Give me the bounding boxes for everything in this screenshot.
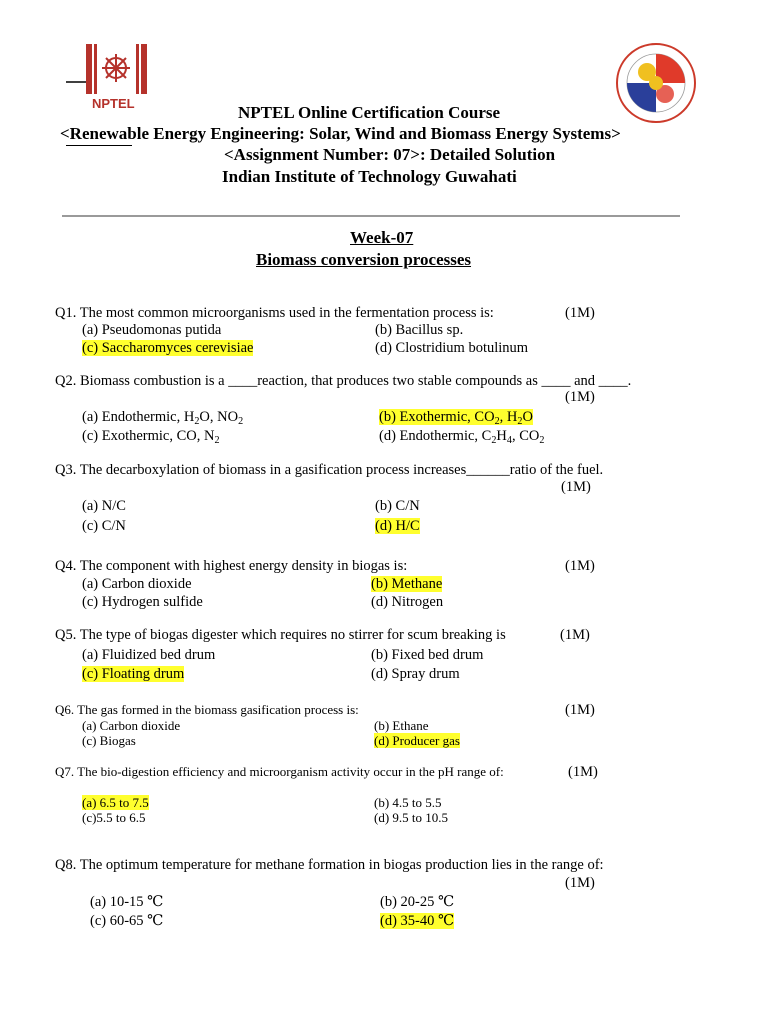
q3-option-c: (c) C/N (82, 518, 126, 534)
q2-option-b-correct: (b) Exothermic, $CO_2$, $H_2O$ (379, 409, 533, 427)
q7-option-b: (b) 4.5 to 5.5 (374, 795, 442, 810)
q2-option-d: (d) Endothermic, $C_2H_4$, $CO_2$ (379, 428, 545, 446)
question-1-marks: (1M) (565, 305, 595, 321)
assignment-number: <Assignment Number: 07>: Detailed Solution (224, 145, 556, 164)
q4-option-c: (c) Hydrogen sulfide (82, 594, 203, 610)
question-7-stem: Q7. The bio-digestion efficiency and microorganism activity occur in the pH range of: (55, 764, 504, 779)
course-subtitle: <Renewable Energy Engineering: Solar, Wind and Biomass Energy Systems> (60, 124, 621, 143)
question-5-stem: Q5. The type of biogas digester which requires no stirrer for scum breaking is (55, 627, 506, 643)
nptel-logo-text: NPTEL (92, 96, 135, 111)
q6-option-d-correct: (d) Producer gas (374, 733, 460, 748)
q8-option-b: (b) 20-25 ℃ (380, 894, 455, 910)
q4-option-d: (d) Nitrogen (371, 594, 444, 610)
q1-option-c-correct: (c) Saccharomyces cerevisiae (82, 340, 254, 356)
q4-option-a: (a) Carbon dioxide (82, 576, 192, 592)
question-7-marks: (1M) (568, 764, 598, 780)
question-2-marks: (1M) (565, 389, 595, 405)
q6-option-b: (b) Ethane (374, 718, 429, 733)
header-short-rule (66, 145, 132, 146)
q1-option-b: (b) Bacillus sp. (375, 322, 464, 338)
week-title: Week-07 (350, 228, 414, 247)
q2-option-c: (c) Exothermic, CO, $N_2$ (82, 428, 220, 446)
q8-option-d-correct: (d) 35-40 ℃ (380, 913, 455, 929)
q3-option-d-correct: (d) H/C (375, 518, 420, 534)
question-2-stem: Q2. Biomass combustion is a ____reaction, that produces two stable compounds as ____ and ____. (55, 373, 632, 389)
question-3-marks: (1M) (561, 479, 591, 495)
q1-option-d: (d) Clostridium botulinum (375, 340, 529, 356)
question-5-marks: (1M) (560, 627, 590, 643)
institute-name: Indian Institute of Technology Guwahati (222, 167, 517, 186)
q8-option-c: (c) 60-65 ℃ (90, 913, 164, 929)
question-4-marks: (1M) (565, 558, 595, 574)
q5-option-a: (a) Fluidized bed drum (82, 647, 216, 663)
question-8-stem: Q8. The optimum temperature for methane formation in biogas production lies in the range of: (55, 857, 604, 873)
q6-option-c: (c) Biogas (82, 733, 136, 748)
q7-option-d: (d) 9.5 to 10.5 (374, 810, 449, 825)
q7-option-a-correct: (a) 6.5 to 7.5 (82, 795, 149, 810)
question-4-stem: Q4. The component with highest energy density in biogas is: (55, 558, 408, 574)
q6-option-a: (a) Carbon dioxide (82, 718, 181, 733)
q2-option-a: (a) Endothermic, $H_2O$, $NO_2$ (82, 409, 244, 427)
q5-option-c-correct: (c) Floating drum (82, 666, 185, 682)
iit-guwahati-logo (615, 42, 697, 124)
question-1-stem: Q1. The most common microorganisms used in the fermentation process is: (55, 305, 494, 321)
q3-option-b: (b) C/N (375, 498, 420, 514)
q1-option-a: (a) Pseudomonas putida (82, 322, 222, 338)
nptel-logo (66, 42, 156, 112)
q5-option-b: (b) Fixed bed drum (371, 647, 484, 663)
question-8-marks: (1M) (565, 875, 595, 891)
topic-title: Biomass conversion processes (256, 250, 472, 269)
question-3-stem: Q3. The decarboxylation of biomass in a gasification process increases______ratio of the fuel. (55, 462, 604, 478)
course-title: NPTEL Online Certification Course (238, 103, 501, 122)
q3-option-a: (a) N/C (82, 498, 126, 514)
q4-option-b-correct: (b) Methane (371, 576, 443, 592)
question-6-marks: (1M) (565, 702, 595, 718)
q8-option-a: (a) 10-15 ℃ (90, 894, 164, 910)
question-6-stem: Q6. The gas formed in the biomass gasification process is: (55, 702, 359, 717)
q5-option-d: (d) Spray drum (371, 666, 460, 682)
q7-option-c: (c)5.5 to 6.5 (82, 810, 146, 825)
header-divider (62, 215, 680, 217)
